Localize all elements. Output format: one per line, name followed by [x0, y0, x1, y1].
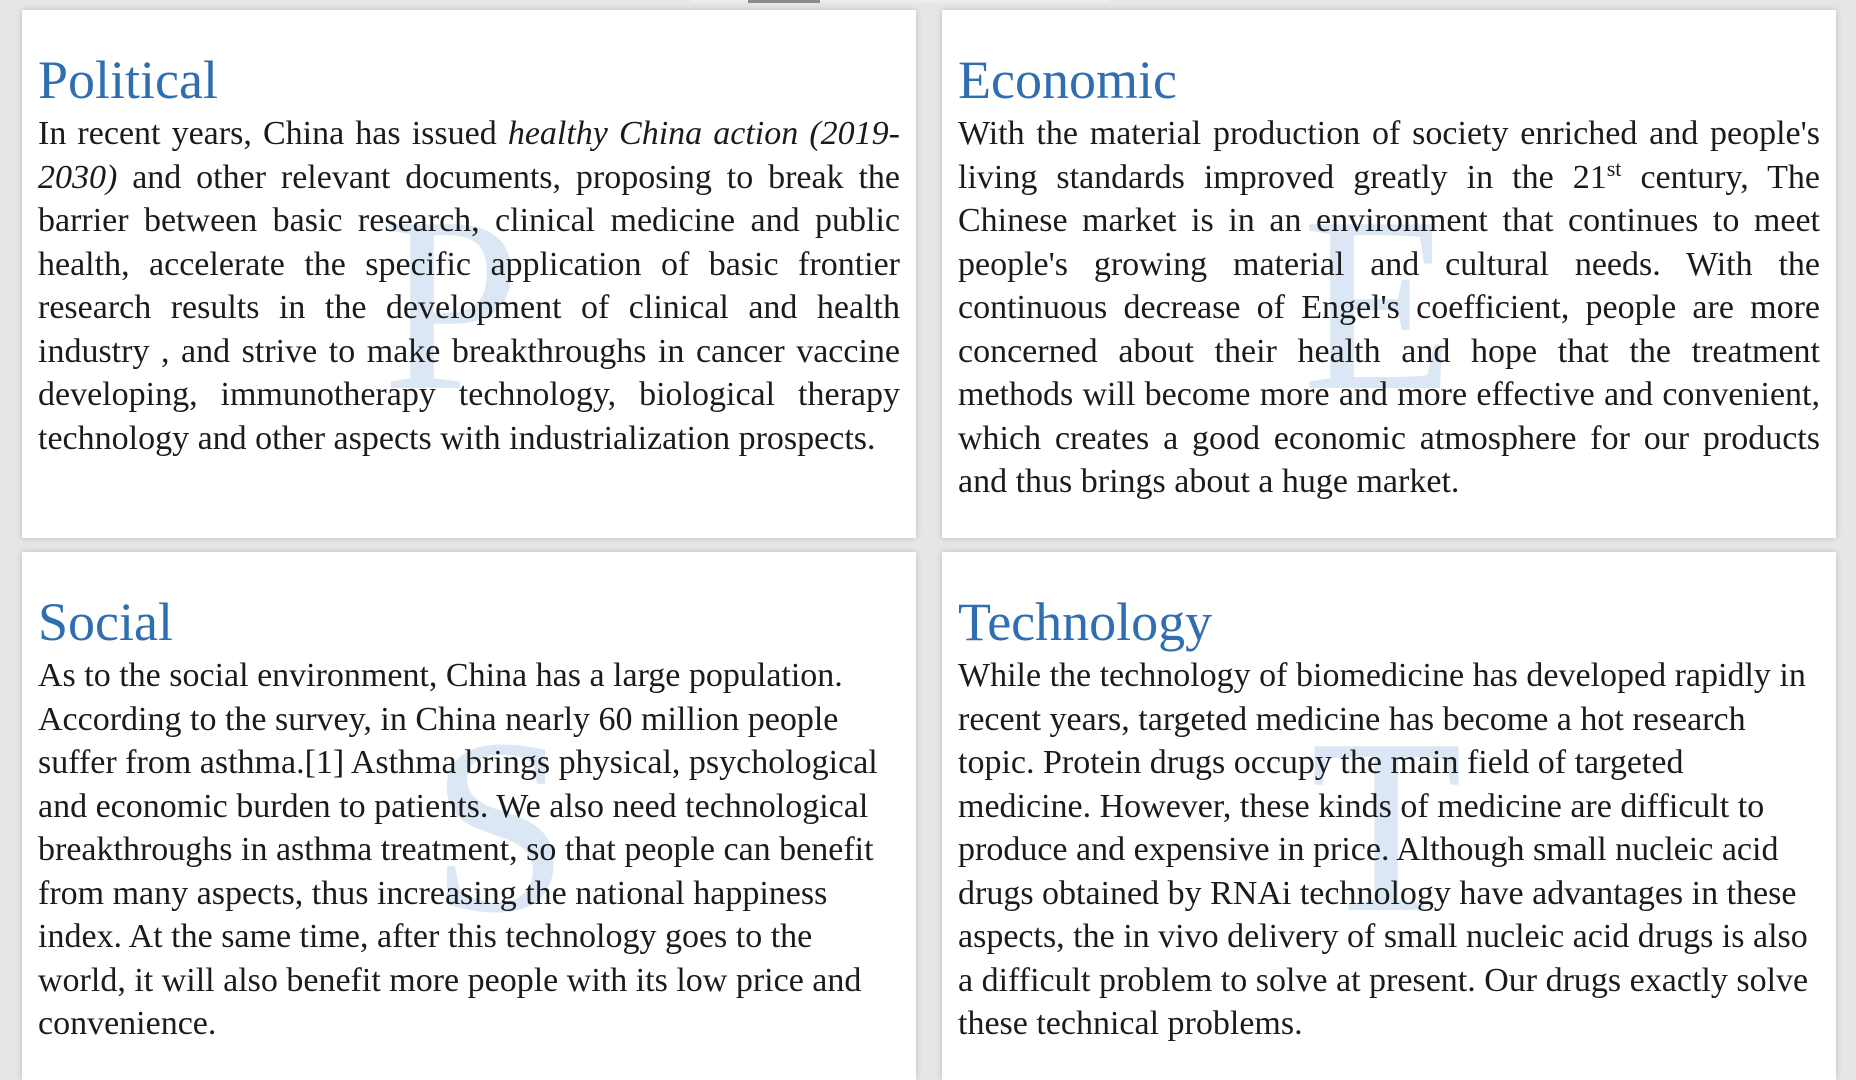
political-heading: Political [38, 50, 218, 110]
political-text-end: and other relevant documents, proposing to break the barrier between basic research, clinical medicine and public health, accelerate the specific application of basic frontier research results in the development of clinical and health industry , and strive to make breakthroughs in cancer vaccine developing, immunotherapy technology, biological therapy technology and other aspects with industrialization prospects. [38, 158, 900, 457]
political-text-start: In recent years, China has issued [38, 115, 508, 152]
social-card [22, 552, 916, 1080]
economic-ordinal-suffix: st [1606, 155, 1622, 181]
economic-paragraph [958, 112, 1820, 504]
technology-paragraph: While the technology of biomedicine has developed rapidly in recent years, targeted medicine has become a hot research topic. Protein drugs occupy the main field of targeted medicine. However, these kinds of medicine are difficult to produce and expensive in price. Although small nucleic acid drugs obtained by RNAi technology have advantages in these aspects, the in vivo delivery of small nucleic acid drugs is also a difficult problem to solve at present. Our drugs exactly solve these technical problems. [958, 657, 1809, 1042]
economic-watermark-letter: E [1302, 166, 1455, 443]
political-content [22, 10, 916, 460]
economic-card [942, 10, 1836, 538]
political-policy-title: healthy China action (2019-2030) [38, 115, 900, 196]
political-watermark-letter: P [382, 166, 522, 443]
technology-content [942, 552, 1836, 1046]
social-heading: Social [38, 592, 173, 652]
economic-text-start: With the material production of society enriched and people's living standards improved greatly in the 21 [958, 115, 1820, 196]
technology-watermark-letter: T [1310, 688, 1463, 965]
economic-heading: Economic [958, 50, 1177, 110]
social-content [22, 552, 916, 1046]
economic-text-end: century, The Chinese market is in an environment that continues to meet people's growing material and cultural needs. With the continuous decrease of Engel's coefficient, people are more concerned about their health and hope that the treatment methods will become more and more effective and convenient, which creates a good economic atmosphere for our products and thus brings about a huge market. [958, 158, 1820, 500]
technology-heading: Technology [958, 592, 1213, 652]
technology-card [942, 552, 1836, 1080]
economic-content [942, 10, 1836, 504]
political-paragraph [38, 112, 900, 460]
social-watermark-letter: S [430, 688, 570, 965]
social-paragraph: As to the social environment, China has a large population. According to the survey, in China nearly 60 million people suffer from asthma.[1] Asthma brings physical, psychological and economic burden to patients. We also need technological breakthroughs in asthma treatment, so that people can benefit from many aspects, thus increasing the national happiness index. At the same time, after this technology goes to the world, it will also benefit more people with its low price and convenience. [38, 657, 878, 1042]
political-card [22, 10, 916, 538]
